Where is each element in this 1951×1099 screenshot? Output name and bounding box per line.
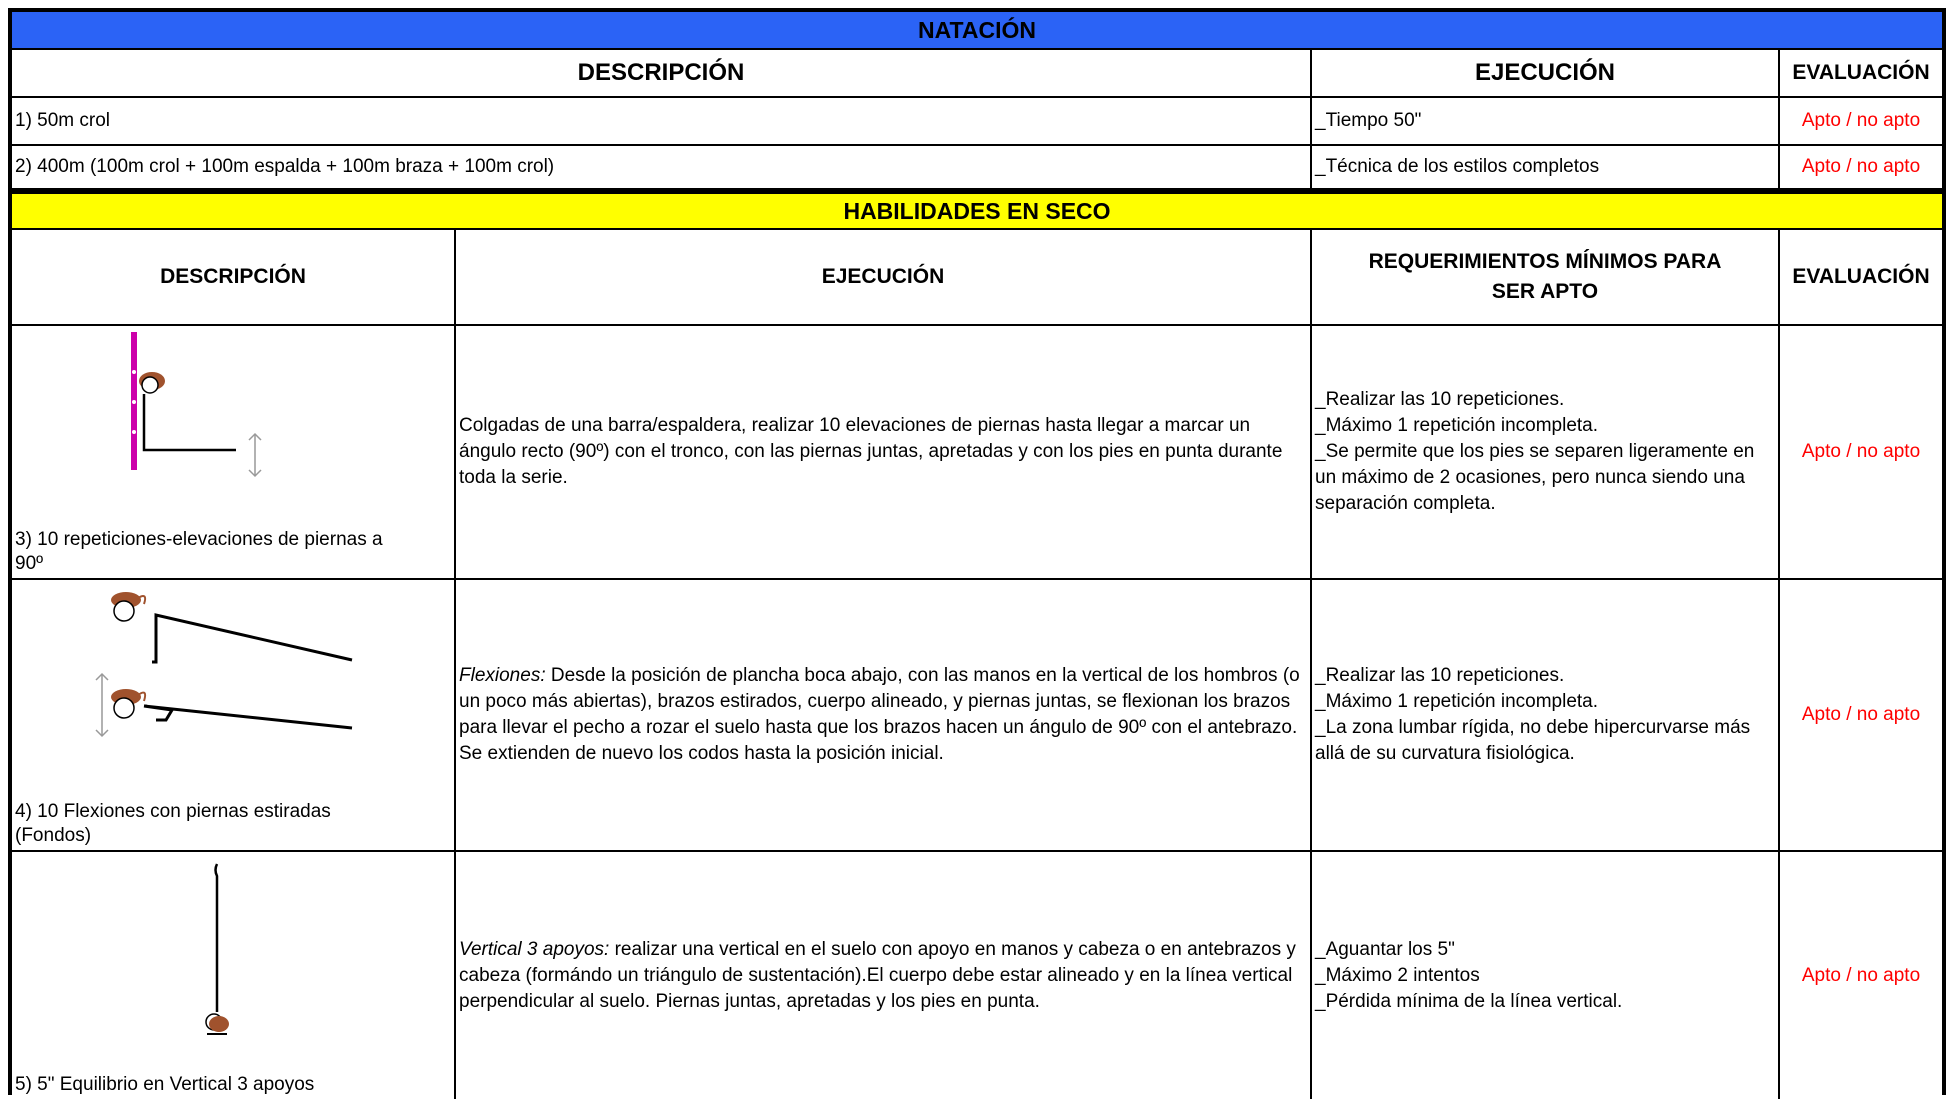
label-line: 3) 10 repeticiones-elevaciones de piernas a <box>15 529 383 550</box>
req-line: _Pérdida mínima de la línea vertical. <box>1315 990 1623 1012</box>
handstand-body-line <box>216 864 218 1012</box>
natacion-title-text: NATACIÓN <box>918 16 1036 43</box>
natacion-title <box>12 12 1942 50</box>
seco-row-5-requerimientos <box>1312 852 1780 1099</box>
seco-row-4-evaluacion <box>1780 580 1942 852</box>
seco-row-5-descripcion <box>12 852 456 1099</box>
row-3-label <box>15 528 383 576</box>
natacion-row-2-descripcion <box>12 146 1312 190</box>
row-text: _Técnica de los estilos completos <box>1315 156 1600 177</box>
seco-row-3-ejecucion <box>456 326 1312 580</box>
row-text: 2) 400m (100m crol + 100m espalda + 100m braza + 100m crol) <box>15 156 555 177</box>
seco-row-5-evaluacion <box>1780 852 1942 1099</box>
seco-row-3-requerimientos <box>1312 326 1780 580</box>
header-label: DESCRIPCIÓN <box>577 59 745 86</box>
seco-row-5-ejecucion <box>456 852 1312 1099</box>
plank-down-line <box>144 706 352 728</box>
ejecucion-lead: Flexiones: <box>459 665 546 686</box>
seco-header-requerimientos <box>1312 230 1780 326</box>
label-line: 5) 5" Equilibrio en Vertical 3 apoyos <box>15 1074 315 1095</box>
evaluacion-text: Apto / no apto <box>1801 441 1921 462</box>
handstand-illustration <box>197 862 257 1047</box>
leg-raise-illustration <box>112 332 282 482</box>
req-line: _Aguantar los 5" <box>1315 938 1455 960</box>
head-hair <box>209 1016 229 1032</box>
row-4-label <box>15 800 331 848</box>
req-line: _Se permite que los pies se separen ligeramente en un máximo de 2 ocasiones, pero nunca siendo una separación completa. <box>1315 441 1755 514</box>
natacion-header-evaluacion <box>1780 50 1942 98</box>
natacion-row-2-evaluacion <box>1780 146 1942 190</box>
header-label: EJECUCIÓN <box>1474 59 1616 86</box>
req-line: _Máximo 1 repetición incompleta. <box>1315 415 1599 436</box>
row-5-label <box>15 1073 314 1097</box>
evaluacion-text: Apto / no apto <box>1801 156 1921 177</box>
header-label: SER APTO <box>1491 280 1599 303</box>
header-label: EJECUCIÓN <box>821 265 945 288</box>
label-line: (Fondos) <box>15 825 92 846</box>
evaluacion-text: Apto / no apto <box>1801 964 1921 986</box>
req-line: _Máximo 1 repetición incompleta. <box>1315 691 1599 712</box>
header-label: EVALUACIÓN <box>1792 265 1930 288</box>
natacion-row-1-descripcion <box>12 98 1312 146</box>
seco-row-4-descripcion <box>12 580 456 852</box>
natacion-row-2-ejecucion <box>1312 146 1780 190</box>
seco-header-descripcion <box>12 230 456 326</box>
seco-title <box>12 194 1942 230</box>
label-line: 90º <box>15 553 44 574</box>
body-line <box>144 394 236 450</box>
header-label: REQUERIMIENTOS MÍNIMOS PARA <box>1368 250 1722 273</box>
req-line: _Máximo 2 intentos <box>1315 964 1480 986</box>
row-text: 1) 50m crol <box>15 110 111 131</box>
ejecucion-text: Colgadas de una barra/espaldera, realizar 10 elevaciones de piernas hasta llegar a marcar un ángulo recto (90º) con el tronco, con las piernas juntas, apretadas y con los pies en punta durante toda la serie. <box>459 415 1283 488</box>
seco-row-3-evaluacion <box>1780 326 1942 580</box>
seco-row-4-ejecucion <box>456 580 1312 852</box>
header-label: DESCRIPCIÓN <box>160 265 306 288</box>
ejecucion-text: realizar una vertical en el suelo con apoyo en manos y cabeza o en antebrazos y cabeza (formándo un triángulo de sustentación).El cuerpo debe estar alineado y en la línea vertical perpendicular al suelo. Piernas juntas, apretadas y los pies en punta. <box>459 938 1296 1012</box>
natacion-header-ejecucion <box>1312 50 1780 98</box>
evaluacion-text: Apto / no apto <box>1801 110 1921 131</box>
req-line: _La zona lumbar rígida, no debe hipercurvarse más allá de su curvatura fisiológica. <box>1315 717 1751 764</box>
req-line: _Realizar las 10 repeticiones. <box>1315 665 1565 686</box>
row-text: _Tiempo 50" <box>1315 110 1422 131</box>
label-line: 4) 10 Flexiones con piernas estiradas <box>15 801 331 822</box>
seco-header-evaluacion <box>1780 230 1942 326</box>
ejecucion-text: Desde la posición de plancha boca abajo, con las manos en la vertical de los hombros (o un poco más abiertas), brazos estirados, cuerpo alineado, y piernas juntas, se flexionan los brazos para llevar el pecho a rozar el suelo hasta que los brazos hacen un ángulo de 90º con el antebrazo. Se extienden de nuevo los codos hasta la posición inicial. <box>459 665 1300 764</box>
plank-up-line <box>152 615 352 662</box>
seco-row-4-requerimientos <box>1312 580 1780 852</box>
pushup-illustration <box>82 588 382 753</box>
evaluation-sheet <box>8 8 1946 1095</box>
req-line: _Realizar las 10 repeticiones. <box>1315 389 1565 410</box>
evaluacion-text: Apto / no apto <box>1801 704 1921 725</box>
header-label: EVALUACIÓN <box>1792 61 1930 84</box>
natacion-row-1-ejecucion <box>1312 98 1780 146</box>
ejecucion-lead: Vertical 3 apoyos: <box>459 938 610 960</box>
natacion-row-1-evaluacion <box>1780 98 1942 146</box>
seco-row-3-descripcion <box>12 326 456 580</box>
seco-title-text: HABILIDADES EN SECO <box>843 197 1111 224</box>
seco-header-ejecucion <box>456 230 1312 326</box>
natacion-header-descripcion <box>12 50 1312 98</box>
